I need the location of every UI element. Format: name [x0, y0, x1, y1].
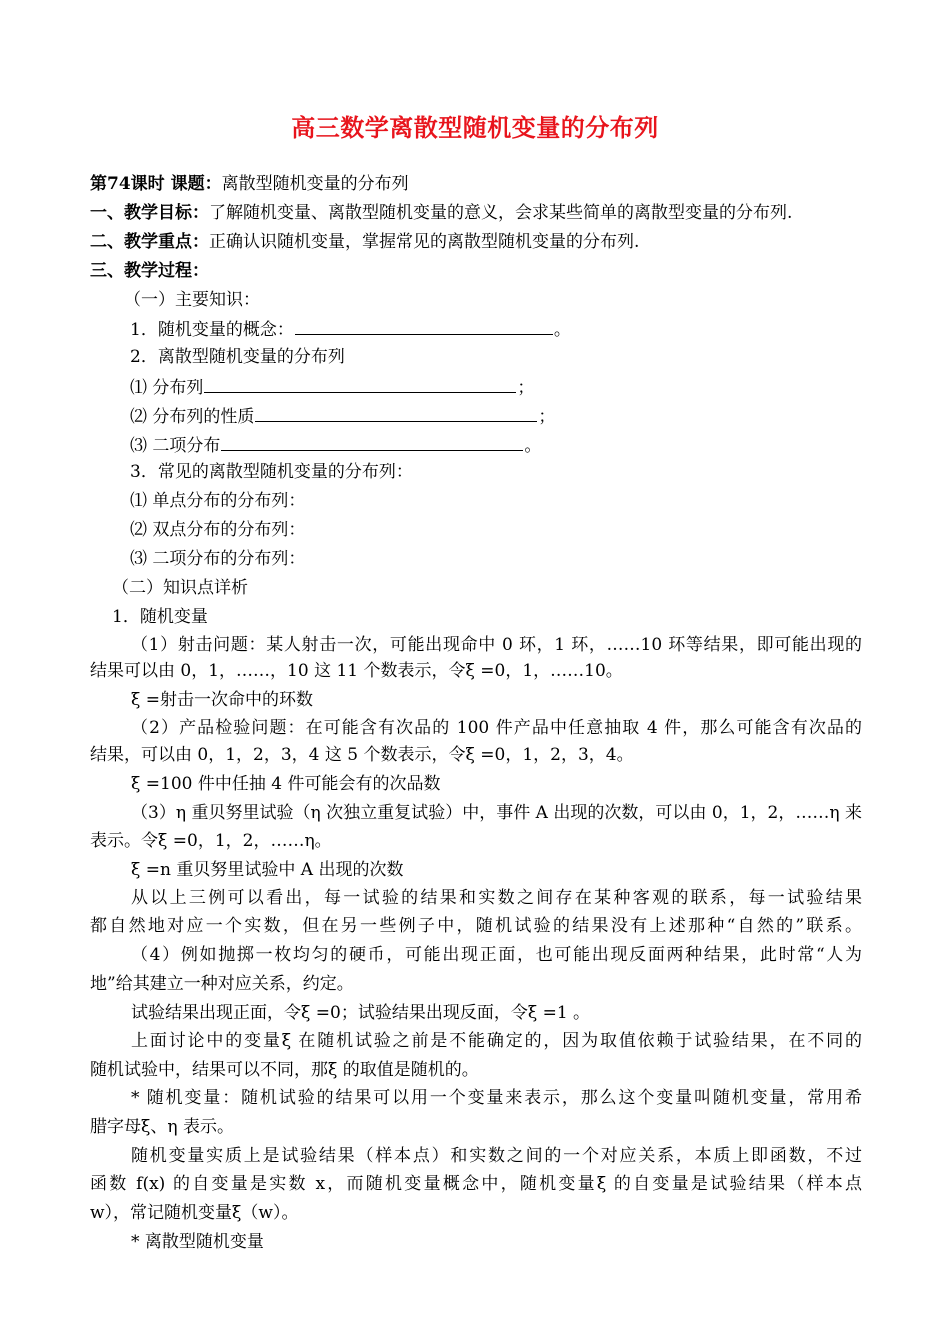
fill-blank[interactable]: [204, 374, 516, 393]
goal-label: 一、教学目标：: [90, 203, 209, 223]
key-label: 二、教学重点：: [90, 232, 209, 252]
paragraph-1-line-1: （1）射击问题：某人射击一次，可能出现命中 0 环，1 环，……10 环等结果，即可能出现的: [131, 635, 862, 655]
paragraph-1-line-2: 结果可以由 0，1，……，10 这 11 个数表示，令ξ =0，1，……10。: [90, 661, 623, 681]
paragraph-8-line-3: w），常记随机变量ξ（w）。: [90, 1203, 299, 1223]
knowledge-item-2a: [130, 374, 534, 400]
knowledge-item-2a-text: ⑴ 分布列: [130, 378, 204, 398]
analysis-heading: （二）知识点详析: [112, 578, 248, 598]
fill-blank[interactable]: [255, 403, 537, 422]
paragraph-3-line-2: 表示。令ξ =0，1，2，……η。: [90, 831, 332, 851]
knowledge-item-2b-end: ；: [538, 407, 556, 427]
paragraph-1-line-3: ξ =射击一次命中的环数: [131, 690, 314, 710]
paragraph-8-line-1: 随机变量实质上是试验结果（样本点）和实数之间的一个对应关系，本质上即函数，不过: [131, 1146, 862, 1166]
paragraph-5-line-1: （4）例如抛掷一枚均匀的硬币，可能出现正面，也可能出现反面两种结果，此时常“人为: [131, 945, 862, 965]
knowledge-item-3c: ⑶ 二项分布的分布列：: [130, 549, 306, 569]
knowledge-item-2c: [130, 432, 541, 458]
lesson-line: [90, 172, 409, 196]
knowledge-item-2c-text: ⑶ 二项分布: [130, 436, 221, 456]
knowledge-item-2c-end: 。: [524, 436, 542, 456]
goal-line: [90, 201, 792, 225]
paragraph-3-line-3: ξ =n 重贝努里试验中 A 出现的次数: [131, 860, 404, 880]
knowledge-item-2b: [130, 403, 555, 429]
knowledge-item-2a-end: ；: [517, 378, 535, 398]
knowledge-item-3a: ⑴ 单点分布的分布列：: [130, 491, 306, 511]
fill-blank[interactable]: [221, 432, 523, 451]
knowledge-item-1-text: 1．随机变量的概念：: [130, 320, 294, 340]
paragraph-2-line-2: 结果，可以由 0，1，2，3，4 这 5 个数表示，令ξ =0，1，2，3，4。: [90, 745, 634, 765]
paragraph-7-line-2: 腊字母ξ、η 表示。: [90, 1117, 234, 1137]
paragraph-6-line-1: 上面讨论中的变量ξ 在随机试验之前是不能确定的，因为取值依赖于试验结果，在不同的: [131, 1031, 862, 1051]
key-text: 正确认识随机变量，掌握常见的离散型随机变量的分布列.: [209, 232, 640, 252]
paragraph-2-line-1: （2）产品检验问题：在可能含有次品的 100 件产品中任意抽取 4 件，那么可能含有次品的: [131, 718, 862, 738]
main-knowledge-heading: （一）主要知识：: [124, 290, 260, 310]
section-1-heading: 1．随机变量: [112, 607, 208, 627]
knowledge-item-2: 2．离散型随机变量的分布列: [130, 347, 345, 367]
paragraph-5-line-2: 地”给其建立一种对应关系，约定。: [90, 974, 354, 994]
paragraph-6-line-2: 随机试验中，结果可以不同，那ξ 的取值是随机的。: [90, 1060, 479, 1080]
paragraph-7-line-1: * 随机变量：随机试验的结果可以用一个变量来表示，那么这个变量叫随机变量，常用希: [131, 1088, 862, 1108]
knowledge-item-3: 3．常见的离散型随机变量的分布列：: [130, 462, 413, 482]
knowledge-item-1-end: 。: [553, 320, 571, 340]
paragraph-8-line-2: 函数 f(x) 的自变量是实数 x，而随机变量概念中，随机变量ξ 的自变量是试验结果（样本点: [90, 1174, 862, 1194]
knowledge-item-3b: ⑵ 双点分布的分布列：: [130, 520, 306, 540]
fill-blank[interactable]: [295, 316, 553, 335]
lesson-text: 离散型随机变量的分布列: [221, 174, 409, 194]
paragraph-5-line-3: 试验结果出现正面，令ξ =0；试验结果出现反面，令ξ =1 。: [131, 1003, 591, 1023]
paragraph-4-line-2: 都自然地对应一个实数，但在另一些例子中，随机试验的结果没有上述那种“自然的”联系。: [90, 916, 862, 936]
process-heading: 三、教学过程：: [90, 261, 209, 281]
paragraph-3-line-1: （3）η 重贝努里试验（η 次独立重复试验）中，事件 A 出现的次数，可以由 0，1，2，……η 来: [131, 803, 862, 823]
knowledge-item-2b-text: ⑵ 分布列的性质: [130, 407, 255, 427]
paragraph-9: * 离散型随机变量: [131, 1232, 264, 1252]
paragraph-4-line-1: 从以上三例可以看出，每一试验的结果和实数之间存在某种客观的联系，每一试验结果: [131, 888, 862, 908]
key-line: [90, 230, 639, 254]
paragraph-2-line-3: ξ =100 件中任抽 4 件可能会有的次品数: [131, 774, 441, 794]
knowledge-item-1: [130, 316, 571, 342]
document-title: 高三数学离散型随机变量的分布列: [291, 113, 659, 142]
goal-text: 了解随机变量、离散型随机变量的意义，会求某些简单的离散型变量的分布列.: [209, 203, 793, 223]
lesson-label: 第74课时 课题：: [90, 174, 222, 194]
